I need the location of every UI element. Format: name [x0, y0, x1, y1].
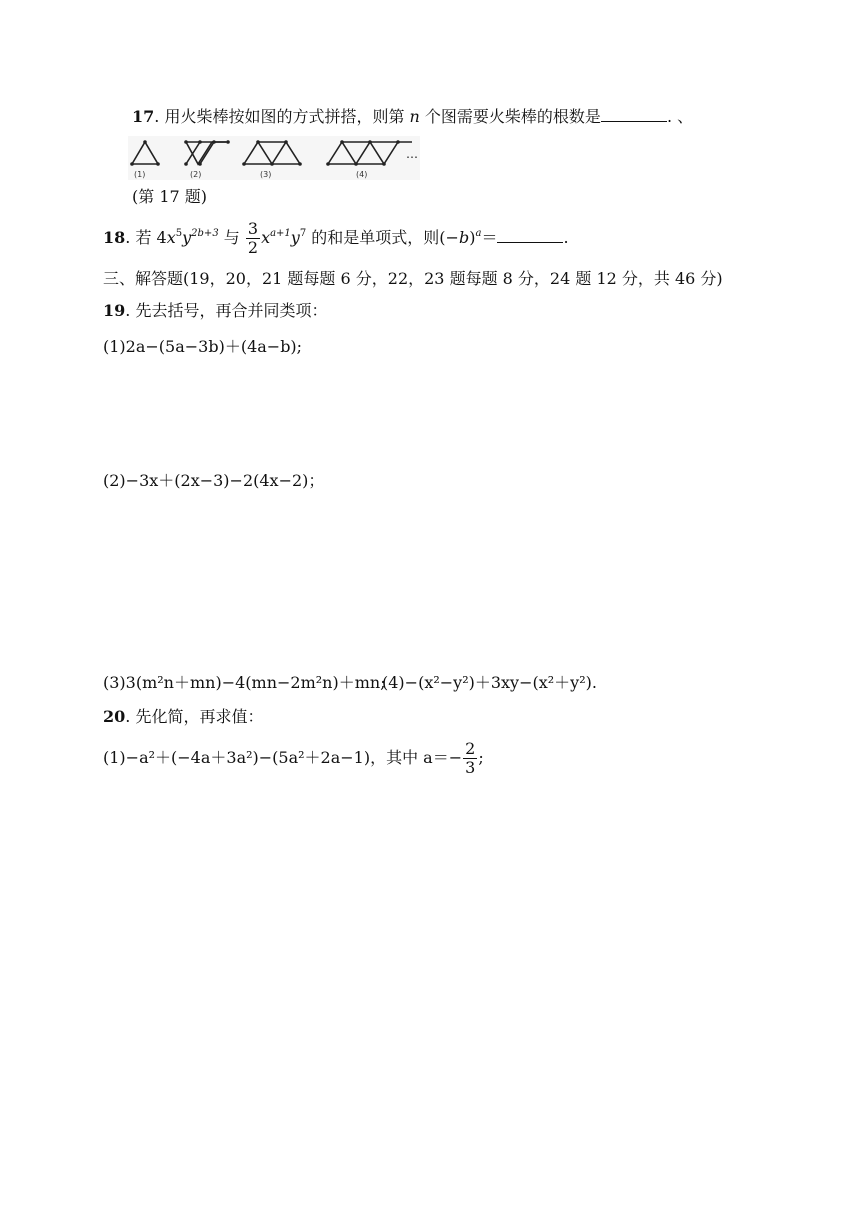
fig3-zigzag — [244, 142, 300, 164]
q17-tail: . 、 — [666, 107, 694, 126]
q17-text-before: . 用火柴棒按如图的方式拼搭，则第 — [154, 107, 410, 126]
q17-number: 17 — [132, 107, 155, 126]
q17-text-after: 个图需要火柴棒的根数是 — [419, 107, 601, 126]
q17-answer-blank — [601, 107, 667, 122]
q18-p1: . 若 4 — [125, 228, 167, 247]
fig1-triangle — [132, 142, 158, 164]
q18-answer-blank — [497, 228, 563, 243]
fig-ellipsis: … — [406, 147, 418, 161]
q19-part4: (4)−(x²−y²)＋3xy−(x²＋y²). — [382, 673, 597, 692]
q20-part1: (1)−a²＋(−4a＋3a²)−(5a²＋2a−1)，其中 a＝− $\frac{2}{3}$ ; — [103, 739, 484, 777]
q19-title-line — [103, 300, 327, 322]
q19-part2: (2)−3x＋(2x−3)−2(4x−2)； — [103, 471, 325, 490]
q17-line — [132, 106, 693, 128]
q20-number: 20 — [103, 707, 126, 726]
fig-label-3: (3) — [260, 170, 272, 179]
q20-fraction: $\frac{2}{3}$ — [465, 739, 476, 777]
q19-part3: (3)3(m²n＋mn)−4(mn−2m²n)＋mn; — [103, 673, 386, 692]
q19-part1: (1)2a−(5a−3b)＋(4a−b); — [103, 337, 303, 356]
q19-number: 19 — [103, 301, 126, 320]
fig-label-2: (2) — [190, 170, 202, 179]
fig2-triangle-a — [186, 142, 212, 164]
matchstick-diagram — [128, 136, 420, 180]
q20-title: . 先化简，再求值： — [125, 707, 264, 726]
q17-caption: (第 17 题) — [132, 187, 208, 206]
q17-var-n: n — [409, 107, 420, 126]
q20-title-line — [103, 706, 263, 728]
q18-line: 18. 若 $4x^5y^{2b+3}$ 与 $\frac{3}{2}$ $x^{a+1}y^7$ 的和是单项式，则$(-b)^a=$ . — [103, 219, 569, 257]
q19-title: . 先去括号，再合并同类项： — [125, 301, 328, 320]
fig4-zigzag — [328, 142, 412, 164]
fig-label-4: (4) — [356, 170, 368, 179]
q17-matchstick-figure — [128, 136, 420, 180]
q18-number: 18 — [103, 228, 126, 247]
section-3-heading: 三、解答题(19，20，21 题每题 6 分，22，23 题每题 8 分，24 题 12 分，共 46 分) — [103, 269, 723, 288]
fig-label-1: (1) — [134, 170, 146, 179]
q18-fraction: $\frac{3}{2}$ — [247, 219, 259, 257]
